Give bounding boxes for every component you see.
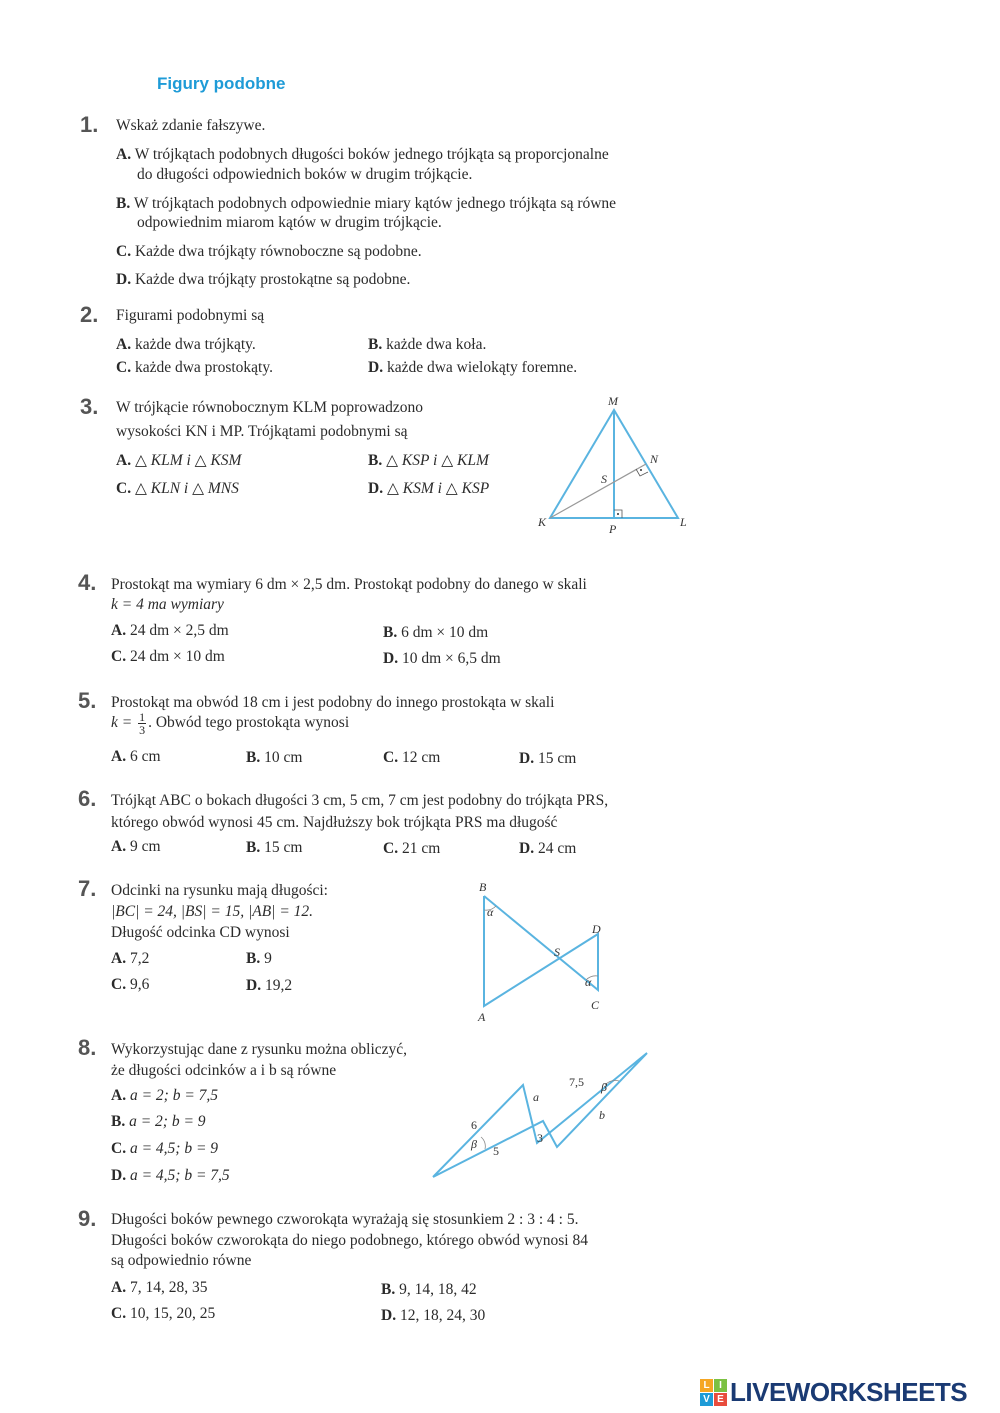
brand-name: LIVEWORKSHEETS: [730, 1377, 968, 1407]
label-p: P: [609, 522, 617, 536]
question-number: 2.: [80, 302, 99, 327]
option-a[interactable]: A. W trójkątach podobnych długości boków jednego trójkąta są proporcjonalne: [116, 146, 609, 163]
question-number: 1.: [80, 112, 99, 137]
label-alpha-c: α: [585, 975, 592, 989]
option-a[interactable]: A. 7, 14, 28, 35: [111, 1279, 208, 1296]
label-3: 3: [537, 1131, 543, 1145]
triangle-klm-figure: [530, 390, 700, 540]
triangles-abs-dcs: [484, 896, 598, 1006]
question-text: Trójkąt ABC o bokach długości 3 cm, 5 cm, 7 cm jest podobny do trójkąta PRS,: [111, 792, 609, 809]
question-text: W trójkącie równobocznym KLM poprowadzono: [116, 399, 424, 416]
label-n: N: [650, 452, 659, 466]
option-c[interactable]: C. △ KLN i △ MNS: [116, 480, 239, 497]
label-alpha-b: α: [487, 905, 494, 919]
zigzag-lines: [433, 1053, 647, 1177]
label-m: M: [608, 394, 618, 408]
label-k: K: [538, 515, 547, 529]
option-c[interactable]: C. 12 cm: [383, 749, 441, 766]
label-b: B: [479, 880, 487, 894]
option-d[interactable]: D. Każde dwa trójkąty prostokątne są podobne.: [116, 271, 411, 288]
option-a[interactable]: A. 6 cm: [111, 748, 161, 765]
label-beta-top: β: [601, 1080, 607, 1094]
question-text-cont: Długości boków czworokąta do niego podobnego, którego obwód wynosi 84: [111, 1232, 588, 1249]
option-c[interactable]: C. 24 dm × 10 dm: [111, 648, 225, 665]
label-c: C: [591, 998, 600, 1012]
question-number: 5.: [78, 688, 97, 713]
question-text: Długości boków pewnego czworokąta wyrażają się stosunkiem 2 : 3 : 4 : 5.: [111, 1211, 579, 1228]
question-text: Odcinki na rysunku mają długości:: [111, 882, 328, 899]
question-number: 6.: [78, 786, 97, 811]
option-d[interactable]: D. 12, 18, 24, 30: [381, 1307, 486, 1324]
option-c[interactable]: C. a = 4,5; b = 9: [111, 1140, 219, 1157]
question-text-lengths: |BC| = 24, |BS| = 15, |AB| = 12.: [111, 903, 314, 920]
option-a[interactable]: A. a = 2; b = 7,5: [111, 1087, 219, 1104]
question-text-cont: wysokości KN i MP. Trójkątami podobnymi są: [116, 423, 408, 440]
option-d[interactable]: D. każde dwa wielokąty foremne.: [368, 359, 578, 376]
question-number: 9.: [78, 1206, 97, 1231]
question-text: Prostokąt ma wymiary 6 dm × 2,5 dm. Prostokąt podobny do danego w skali: [111, 576, 587, 593]
label-a: A: [478, 1010, 486, 1024]
label-s: S: [601, 472, 607, 486]
option-b[interactable]: B. 10 cm: [246, 749, 303, 766]
question-text: Wskaż zdanie fałszywe.: [116, 117, 266, 134]
option-b[interactable]: B. W trójkątach podobnych odpowiednie miary kątów jednego trójkąta są równe: [116, 195, 617, 212]
option-a[interactable]: A. 7,2: [111, 950, 150, 967]
question-text-cont-2: są odpowiednio równe: [111, 1252, 252, 1269]
label-s: S: [554, 945, 560, 959]
option-b[interactable]: B. △ KSP i △ KLM: [368, 452, 489, 469]
liveworksheets-logo[interactable]: [700, 1377, 967, 1408]
zigzag-triangles-figure: [425, 1045, 655, 1185]
option-a[interactable]: A. △ KLM i △ KSM: [116, 452, 242, 469]
question-number: 3.: [80, 394, 99, 419]
question-text-cont: którego obwód wynosi 45 cm. Najdłuższy bok trójkąta PRS ma długość: [111, 814, 558, 831]
option-b[interactable]: B. 9: [246, 950, 272, 967]
question-text-cont: k = 4 ma wymiary: [111, 596, 224, 613]
option-b[interactable]: B. 15 cm: [246, 839, 303, 856]
logo-icon: L I V E: [700, 1379, 727, 1406]
label-5: 5: [493, 1144, 499, 1158]
label-a: a: [533, 1090, 539, 1104]
question-text: Figurami podobnymi są: [116, 307, 265, 324]
option-d[interactable]: D. a = 4,5; b = 7,5: [111, 1167, 230, 1184]
label-beta-bottom: β: [471, 1137, 477, 1151]
option-c[interactable]: C. 10, 15, 20, 25: [111, 1305, 216, 1322]
bowtie-triangles-figure: [468, 876, 618, 1026]
question-number: 7.: [78, 876, 97, 901]
option-a[interactable]: A. 9 cm: [111, 838, 161, 855]
option-b[interactable]: B. każde dwa koła.: [368, 336, 487, 353]
fraction-one-third: $\frac{1}{3}$: [139, 710, 146, 737]
label-d: D: [592, 922, 601, 936]
question-text: Wykorzystując dane z rysunku można obliczyć,: [111, 1041, 408, 1058]
label-l: L: [680, 515, 687, 529]
option-a[interactable]: A. każde dwa trójkąty.: [116, 336, 256, 353]
option-a-cont: do długości odpowiednich boków w drugim trójkącie.: [137, 166, 473, 183]
option-c[interactable]: C. 9,6: [111, 976, 150, 993]
label-b: b: [599, 1108, 605, 1122]
option-b-cont: odpowiednim miarom kątów w drugim trójkącie.: [137, 214, 442, 231]
option-c[interactable]: C. każde dwa prostokąty.: [116, 359, 273, 376]
question-text: Prostokąt ma obwód 18 cm i jest podobny do innego prostokąta w skali: [111, 694, 555, 711]
page-title: Figury podobne: [157, 74, 286, 93]
question-number: 4.: [78, 570, 97, 595]
question-number: 8.: [78, 1035, 97, 1060]
option-d[interactable]: D. 15 cm: [519, 750, 577, 767]
option-d[interactable]: D. 24 cm: [519, 840, 577, 857]
option-d[interactable]: D. △ KSM i △ KSP: [368, 480, 490, 497]
question-text-cont: k = $\frac{1}{3}$ . Obwód tego prostokąta wynosi: [111, 710, 350, 737]
question-text-cont: że długości odcinków a i b są równe: [111, 1062, 337, 1079]
option-d[interactable]: D. 10 dm × 6,5 dm: [383, 650, 501, 667]
option-b[interactable]: B. 9, 14, 18, 42: [381, 1281, 477, 1298]
option-a[interactable]: A. 24 dm × 2,5 dm: [111, 622, 229, 639]
altitude-kn: [550, 464, 646, 518]
option-d[interactable]: D. 19,2: [246, 977, 293, 994]
label-6: 6: [471, 1118, 477, 1132]
option-c[interactable]: C. 21 cm: [383, 840, 441, 857]
option-b[interactable]: B. 6 dm × 10 dm: [383, 624, 489, 641]
option-b[interactable]: B. a = 2; b = 9: [111, 1113, 206, 1130]
question-text-cont: Długość odcinka CD wynosi: [111, 924, 290, 941]
label-75: 7,5: [569, 1075, 584, 1089]
option-c[interactable]: C. Każde dwa trójkąty równoboczne są podobne.: [116, 243, 422, 260]
